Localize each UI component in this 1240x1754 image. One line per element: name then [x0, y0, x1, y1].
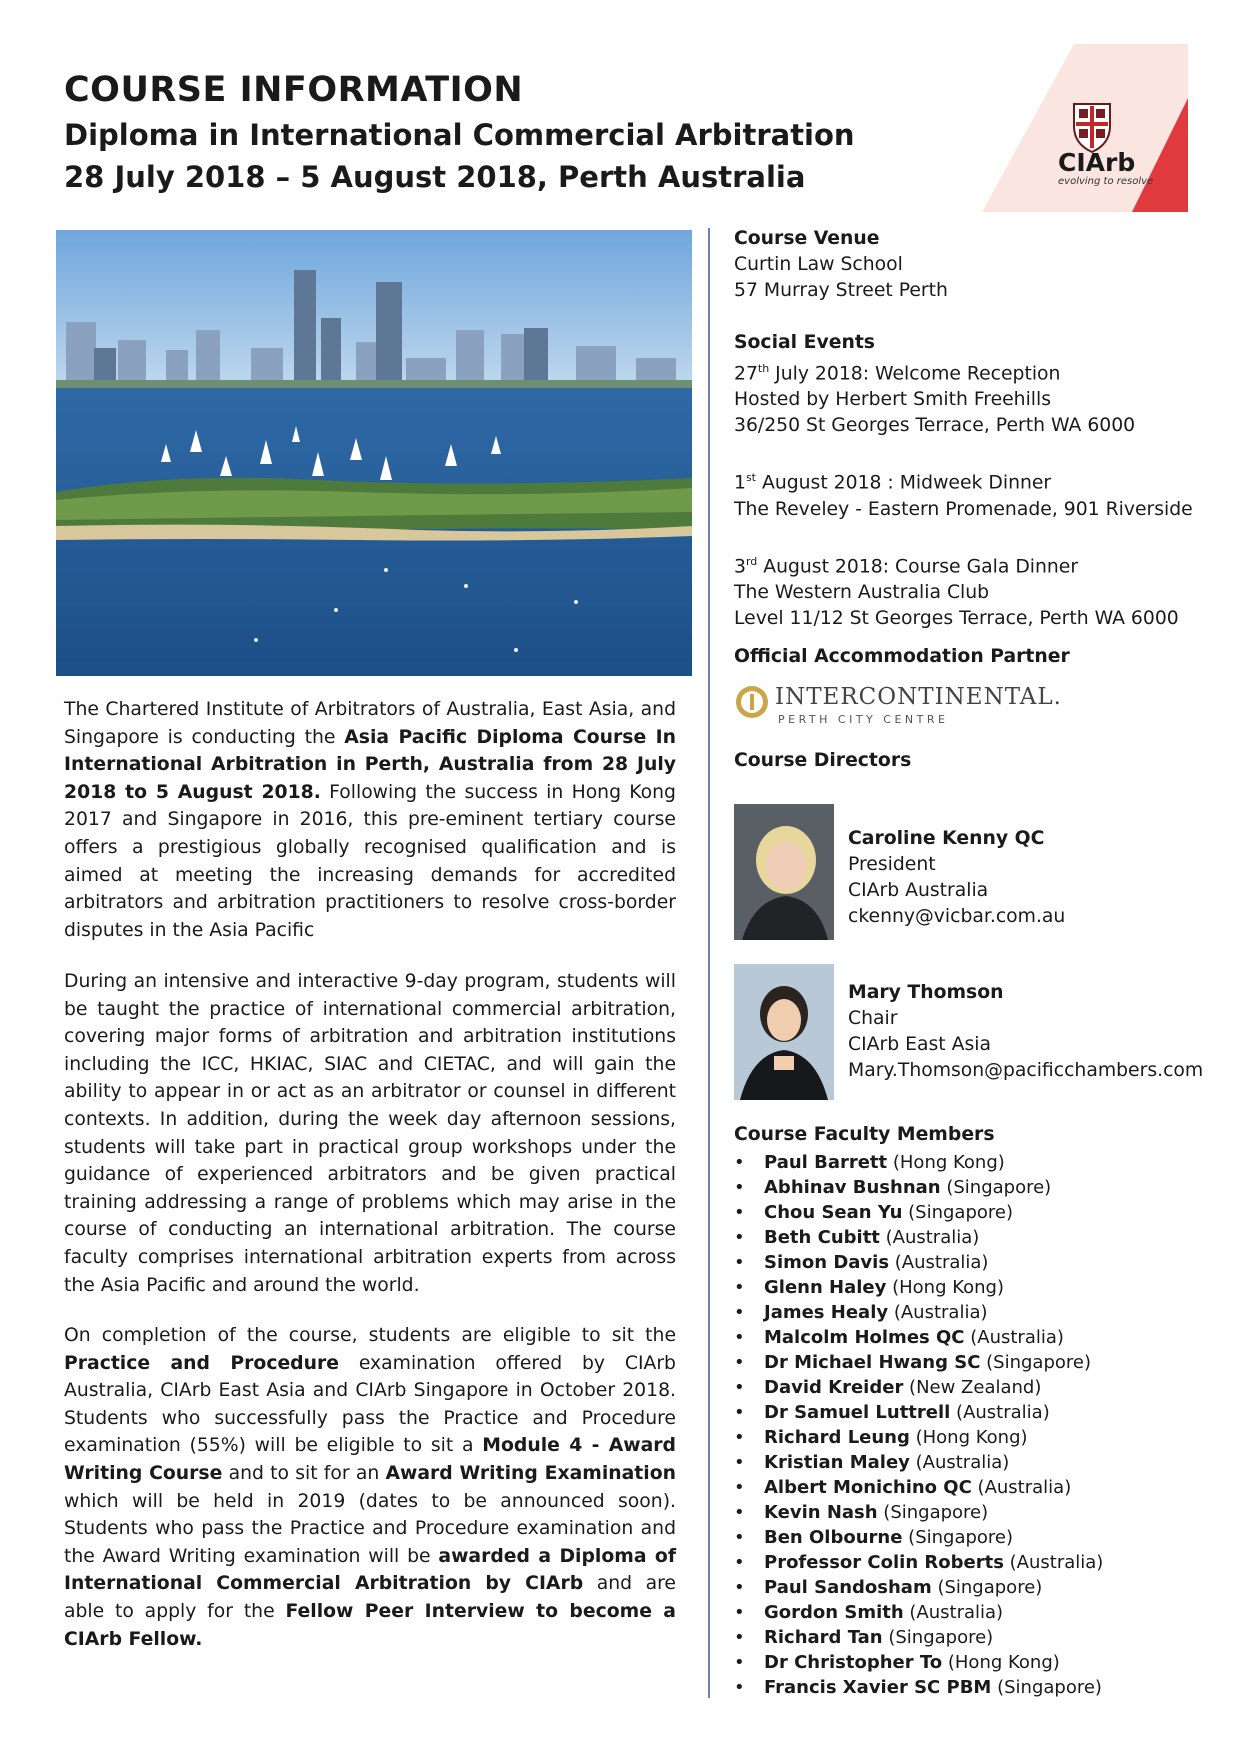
- faculty-member: [734, 1450, 1103, 1475]
- faculty-member-location: (Singapore): [902, 1527, 1014, 1548]
- bullet-icon: •: [734, 1427, 745, 1448]
- faculty-member: [734, 1150, 1103, 1175]
- event-midweek-dinner: 1st August 2018 : Midweek Dinner: [734, 471, 1052, 494]
- course-venue: Course Venue Curtin Law School 57 Murray Street Perth: [734, 228, 948, 301]
- faculty-member-location: (Australia): [971, 1477, 1072, 1498]
- faculty-member-location: (Australia): [879, 1227, 980, 1248]
- faculty-member: [734, 1475, 1103, 1500]
- bullet-icon: •: [734, 1402, 745, 1423]
- faculty-member-name: Ben Olbourne: [764, 1527, 903, 1548]
- faculty-member-name: Abhinav Bushnan: [764, 1177, 941, 1198]
- bullet-icon: •: [734, 1227, 745, 1248]
- column-divider: [708, 228, 710, 1698]
- director-portrait-thomson: [734, 964, 834, 1100]
- faculty-member-location: (Hong Kong): [942, 1652, 1060, 1673]
- faculty-member-name: Kristian Maley: [764, 1452, 910, 1473]
- faculty-member: [734, 1675, 1103, 1700]
- bullet-icon: •: [734, 1277, 745, 1298]
- completion-paragraph: On completion of the course, students are eligible to sit the Practice and Procedure examination offered by CIArb Australia, CIArb East Asia and CIArb Singapore in October 2018. Students who successfully pass the Practice and Procedure examination (55%) will be eligible to sit a Module 4 - Award Writing Course and to sit for an Award Writing Examination which will be held in 2019 (dates to be announced soon). Students who pass the Practice and Procedure examination and the Award Writing examination will be awarded a Diploma of International Commercial Arbitration by CIArb and are able to apply for the Fellow Peer Interview to become a CIArb Fellow.: [64, 1325, 676, 1650]
- faculty-member: [734, 1300, 1103, 1325]
- bullet-icon: •: [734, 1577, 745, 1598]
- faculty-member-location: (Australia): [909, 1452, 1010, 1473]
- faculty-member-name: Paul Sandosham: [764, 1577, 932, 1598]
- bullet-icon: •: [734, 1602, 745, 1623]
- faculty-member-location: (Singapore): [877, 1502, 989, 1523]
- faculty-member-location: (Singapore): [931, 1577, 1043, 1598]
- bullet-icon: •: [734, 1202, 745, 1223]
- faculty-member-location: (Singapore): [882, 1627, 994, 1648]
- faculty-member-name: Malcolm Holmes QC: [764, 1327, 965, 1348]
- bullet-icon: •: [734, 1152, 745, 1173]
- faculty-member-location: (Singapore): [980, 1352, 1091, 1373]
- faculty-member: [734, 1425, 1103, 1450]
- faculty-member-location: (Singapore): [991, 1677, 1102, 1698]
- director-portrait-kenny: [734, 804, 834, 940]
- bullet-icon: •: [734, 1377, 745, 1398]
- bullet-icon: •: [734, 1452, 745, 1473]
- faculty-member: [734, 1400, 1103, 1425]
- course-dates: 28 July 2018 – 5 August 2018, Perth Australia: [64, 160, 806, 194]
- director-email-thomson[interactable]: Mary.Thomson@pacificchambers.com: [848, 1060, 1204, 1081]
- bullet-icon: •: [734, 1627, 745, 1648]
- bullet-icon: •: [734, 1177, 745, 1198]
- faculty-member-name: Albert Monichino QC: [764, 1477, 972, 1498]
- faculty-member-name: Professor Colin Roberts: [764, 1552, 1004, 1573]
- directors-heading: Course Directors: [734, 750, 912, 771]
- page-title: COURSE INFORMATION: [64, 70, 524, 110]
- course-title: Diploma in International Commercial Arbitration: [64, 118, 855, 152]
- faculty-member: [734, 1525, 1103, 1550]
- intro-paragraph: The Chartered Institute of Arbitrators of Australia, East Asia, and Singapore is conducting the Asia Pacific Diploma Course In International Arbitration in Perth, Australia from 28 July 2018 to 5 August 2018. Following the success in Hong Kong 2017 and Singapore in 2016, this pre-eminent tertiary course offers a prestigious globally recognised qualification and is aimed at meeting the increasing demands for accredited arbitrators and arbitration practitioners to resolve cross-border disputes in the Asia Pacific: [64, 699, 676, 941]
- faculty-member-location: (Hong Kong): [886, 1277, 1004, 1298]
- faculty-member: [734, 1575, 1103, 1600]
- faculty-member-name: David Kreider: [764, 1377, 904, 1398]
- bullet-icon: •: [734, 1477, 745, 1498]
- faculty-member: [734, 1325, 1103, 1350]
- program-paragraph: During an intensive and interactive 9-day program, students will be taught the practice of international commercial arbitration, covering major forms of arbitration and arbitration institutions including the ICC, HKIAC, SIAC and CIETAC, and will gain the ability to appear in or act as an arbitrator or counsel in different contexts. In addition, during the week day afternoon sessions, students will take part in practical group workshops under the guidance of experienced arbitrators and be given practical training addressing a range of problems which may arise in the course of conducting an international arbitration. The course faculty comprises international arbitration experts from across the Asia Pacific and around the world.: [64, 971, 676, 1296]
- perth-skyline-photo: [56, 230, 692, 676]
- faculty-member: [734, 1625, 1103, 1650]
- faculty-member-name: Dr Christopher To: [764, 1652, 943, 1673]
- faculty-member-name: Dr Samuel Luttrell: [764, 1402, 951, 1423]
- intercontinental-brand: INTERCONTINENTAL.: [775, 684, 1062, 710]
- faculty-member-name: Chou Sean Yu: [764, 1202, 903, 1223]
- faculty-heading: Course Faculty Members: [734, 1124, 995, 1145]
- faculty-member-location: (Australia): [889, 1252, 989, 1273]
- faculty-member-location: (New Zealand): [903, 1377, 1042, 1398]
- faculty-member-location: (Hong Kong): [909, 1427, 1028, 1448]
- faculty-member: [734, 1375, 1103, 1400]
- faculty-member-name: Glenn Haley: [764, 1277, 887, 1298]
- faculty-member-name: Richard Tan: [764, 1627, 883, 1648]
- faculty-member: [734, 1175, 1103, 1200]
- faculty-member: [734, 1650, 1103, 1675]
- logo-tagline: evolving to resolve: [1058, 176, 1154, 187]
- faculty-member-location: (Singapore): [902, 1202, 1013, 1223]
- faculty-member: [734, 1275, 1103, 1300]
- faculty-member: [734, 1225, 1103, 1250]
- faculty-member: [734, 1350, 1103, 1375]
- director-card-kenny: Caroline Kenny QC President CIArb Australia ckenny@vicbar.com.au: [848, 826, 1065, 930]
- bullet-icon: •: [734, 1327, 745, 1348]
- faculty-member-name: Richard Leung: [764, 1427, 910, 1448]
- event-welcome-reception: 27th July 2018: Welcome Reception: [734, 362, 1061, 385]
- faculty-member-location: (Australia): [964, 1327, 1064, 1348]
- social-events: Social Events 27th July 2018: Welcome Reception Hosted by Herbert Smith Freehills 36/250 St Georges Terrace, Perth WA 6000 1st August 2018 : Midweek Dinner The Reveley - Eastern Promenade, 901 Riverside 3rd August 2018: Course Gala Dinner The Western Australia Club Level 11/12 St Georges Terrace, Perth WA 6000: [734, 332, 1193, 629]
- faculty-member-name: James Healy: [764, 1302, 889, 1323]
- intercontinental-sub: PERTH CITY CENTRE: [778, 713, 949, 726]
- faculty-member: [734, 1250, 1103, 1275]
- bullet-icon: •: [734, 1527, 745, 1548]
- faculty-member-location: (Australia): [950, 1402, 1050, 1423]
- bullet-icon: •: [734, 1552, 745, 1573]
- bullet-icon: •: [734, 1652, 745, 1673]
- bullet-icon: •: [734, 1502, 745, 1523]
- faculty-member-name: Paul Barrett: [764, 1152, 888, 1173]
- bullet-icon: •: [734, 1252, 745, 1273]
- faculty-member-location: (Australia): [888, 1302, 988, 1323]
- bullet-icon: •: [734, 1677, 745, 1698]
- faculty-member-location: (Singapore): [940, 1177, 1052, 1198]
- director-email-kenny[interactable]: ckenny@vicbar.com.au: [848, 906, 1066, 927]
- faculty-member: [734, 1500, 1103, 1525]
- faculty-list: [734, 1150, 1103, 1700]
- logo-name: CIArb: [1058, 148, 1136, 177]
- faculty-member-location: (Hong Kong): [887, 1152, 1005, 1173]
- bullet-icon: •: [734, 1352, 745, 1373]
- faculty-member-name: Kevin Nash: [764, 1502, 878, 1523]
- faculty-member-location: (Australia): [1003, 1552, 1104, 1573]
- event-gala-dinner: 3rd August 2018: Course Gala Dinner: [734, 554, 1079, 577]
- bullet-icon: •: [734, 1302, 745, 1323]
- faculty-member-name: Gordon Smith: [764, 1602, 904, 1623]
- faculty-member: [734, 1550, 1103, 1575]
- faculty-member-name: Beth Cubitt: [764, 1227, 880, 1248]
- faculty-member-name: Dr Michael Hwang SC: [764, 1352, 981, 1373]
- accommodation-heading: Official Accommodation Partner: [734, 646, 1070, 667]
- faculty-member-location: (Australia): [903, 1602, 1004, 1623]
- director-card-thomson: Mary Thomson Chair CIArb East Asia Mary.Thomson@pacificchambers.com: [848, 980, 1203, 1084]
- faculty-member: [734, 1200, 1103, 1225]
- faculty-member-name: Francis Xavier SC PBM: [764, 1677, 992, 1698]
- faculty-member-name: Simon Davis: [764, 1252, 890, 1273]
- faculty-member: [734, 1600, 1103, 1625]
